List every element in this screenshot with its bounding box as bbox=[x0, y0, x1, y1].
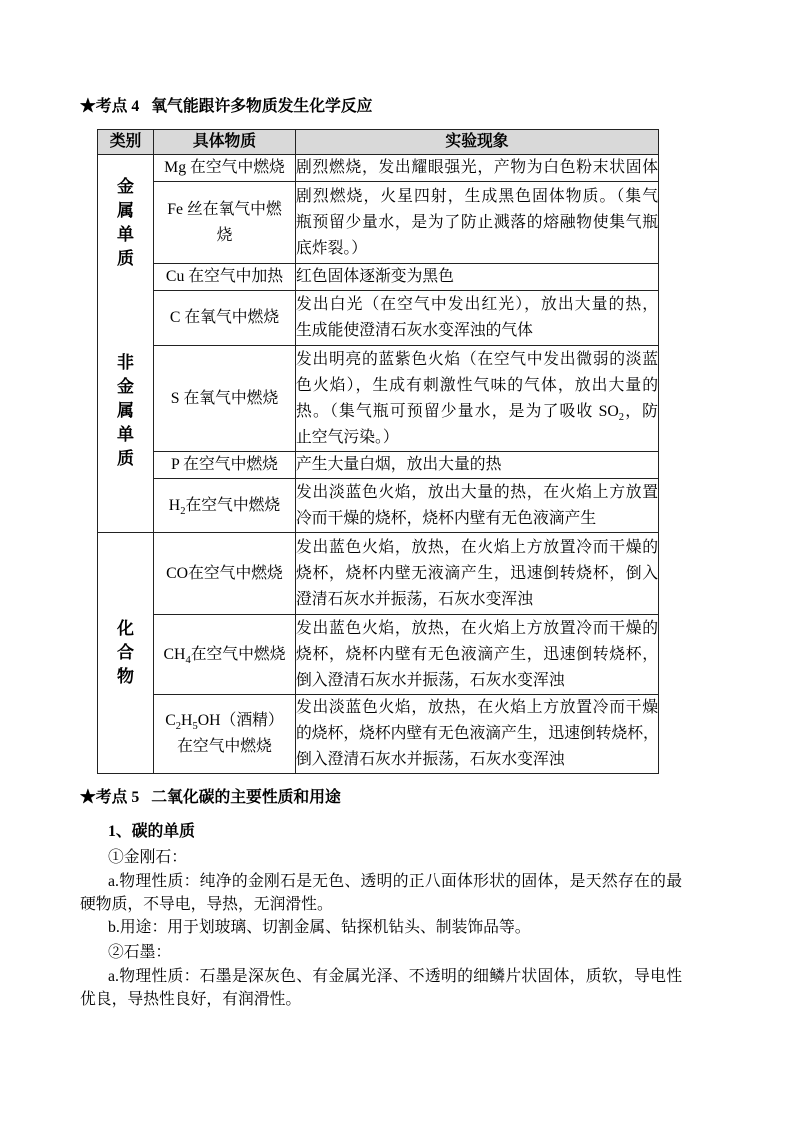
graphite-physical-line: 优良，导热性良好，有润滑性。 bbox=[80, 991, 302, 1008]
header-category: 类别 bbox=[98, 130, 154, 155]
formula-text: OH（酒精） bbox=[197, 712, 284, 729]
phenomenon-cell bbox=[296, 346, 659, 452]
phenomenon-line: 发出蓝色火焰，放热，在火焰上方放置冷而干燥的 bbox=[296, 538, 658, 556]
section-title: 二氧化碳的主要性质和用途 bbox=[151, 789, 341, 806]
phenomenon-line: 的烧杯，烧杯内壁有无色液滴产生，迅速倒转烧杯， bbox=[296, 725, 658, 742]
subscript: 2 bbox=[180, 505, 186, 517]
phenomenon-line: 生成能使澄清石灰水变浑浊的气体 bbox=[296, 322, 533, 339]
substance-cell bbox=[154, 695, 296, 774]
phenomenon-line: 烧杯，烧杯内壁无液滴产生，迅速倒转烧杯，倒入 bbox=[296, 564, 658, 582]
table-row-fe bbox=[98, 182, 659, 264]
substance-cell bbox=[154, 291, 296, 346]
substance-text: 在空气中燃烧 bbox=[190, 645, 286, 663]
substance-cell bbox=[154, 533, 296, 615]
phenomenon-line: 澄清石灰水并振荡，石灰水变浑浊 bbox=[296, 590, 533, 608]
table-row-ch4 bbox=[98, 615, 659, 695]
phenomenon-cell bbox=[296, 264, 659, 291]
phenomenon-text: 热。（集气瓶可预留少量水，是为了吸收 SO bbox=[296, 402, 619, 420]
phenomenon-cell bbox=[296, 182, 659, 264]
subheading-carbon-elements: 1、碳的单质 bbox=[108, 823, 195, 840]
phenomenon-line: 倒入澄清石灰水并振荡，石灰水变浑浊 bbox=[296, 751, 565, 768]
subscript: 2 bbox=[175, 721, 182, 733]
phenomenon-line: 发出淡蓝色火焰，放出大量的热，在火焰上方放置 bbox=[296, 483, 658, 501]
formula-text: C bbox=[165, 712, 176, 729]
phenomenon-line: 发出明亮的蓝紫色火焰（在空气中发出微弱的淡蓝 bbox=[296, 350, 658, 368]
subscript: 2 bbox=[618, 411, 625, 423]
phenomenon-line: 剧烈燃烧，发出耀眼强光，产物为白色粉末状固体 bbox=[296, 159, 658, 176]
substance-line: Mg 在空气中燃烧 bbox=[164, 159, 285, 176]
oxygen-reactions-table bbox=[97, 129, 659, 774]
substance-line: 在空气中燃烧 bbox=[177, 738, 272, 755]
substance-cell bbox=[154, 615, 296, 695]
section-title: 氧气能跟许多物质发生化学反应 bbox=[151, 98, 373, 115]
diamond-title: ①金刚石： bbox=[108, 849, 187, 866]
phenomenon-line: 止空气污染。） bbox=[296, 428, 399, 446]
formula-text: H bbox=[181, 712, 193, 729]
substance-text: 在空气中燃烧 bbox=[185, 496, 281, 514]
substance-cell bbox=[154, 264, 296, 291]
phenomenon-cell bbox=[296, 291, 659, 346]
substance-line: C 在氧气中燃烧 bbox=[169, 309, 280, 326]
table-row-cu bbox=[98, 264, 659, 291]
phenomenon-line: 烧杯，烧杯内壁有无色液滴产生，迅速倒转烧杯， bbox=[296, 645, 658, 663]
substance-cell bbox=[154, 479, 296, 533]
phenomenon-line: 发出白光（在空气中发出红光），放出大量的热， bbox=[296, 296, 658, 313]
substance-line bbox=[154, 493, 295, 519]
substance-line: 烧 bbox=[216, 226, 233, 244]
diamond-physical-line: 硬物质，不导电，导热，无润滑性。 bbox=[80, 896, 333, 913]
header-substance: 具体物质 bbox=[154, 130, 296, 155]
formula-text: CH bbox=[163, 645, 186, 663]
table-row-co bbox=[98, 533, 659, 615]
substance-line: Fe 丝在氧气中燃 bbox=[167, 200, 282, 218]
phenomenon-line bbox=[296, 399, 658, 425]
phenomenon-cell bbox=[296, 695, 659, 774]
graphite-title: ②石墨： bbox=[108, 944, 172, 961]
subscript: 5 bbox=[192, 721, 198, 733]
phenomenon-line: 发出蓝色火焰，放热，在火焰上方放置冷而干燥的 bbox=[296, 619, 658, 637]
substance-cell bbox=[154, 182, 296, 264]
table-row-p bbox=[98, 452, 659, 479]
diamond-use: b.用途：用于划玻璃、切割金属、钻探机钻头、制装饰品等。 bbox=[108, 919, 531, 936]
phenomenon-line: 色火焰），生成有刺激性气味的气体，放出大量的 bbox=[296, 376, 658, 394]
phenomenon-line: 冷而干燥的烧杯，烧杯内壁有无色液滴产生 bbox=[296, 509, 597, 527]
diamond-physical-line: a.物理性质：纯净的金刚石是无色、透明的正八面体形状的固体，是天然存在的最 bbox=[108, 873, 682, 890]
substance-line: CO在空气中燃烧 bbox=[166, 564, 283, 582]
header-phenomenon: 实验现象 bbox=[296, 130, 659, 155]
category-label: 金属单质 bbox=[117, 176, 134, 268]
phenomenon-cell bbox=[296, 155, 659, 182]
phenomenon-line: 瓶预留少量水，是为了防止溅落的熔融物使集气瓶 bbox=[296, 213, 658, 231]
phenomenon-text: ，防 bbox=[624, 402, 658, 420]
substance-line: Cu 在空气中加热 bbox=[165, 268, 284, 285]
category-cell-nonmetal-element bbox=[98, 291, 154, 533]
graphite-physical-line: a.物理性质：石墨是深灰色、有金属光泽、不透明的细鳞片状固体，质软，导电性 bbox=[108, 968, 682, 985]
section-heading-5 bbox=[80, 786, 341, 810]
phenomenon-cell bbox=[296, 452, 659, 479]
table-row-c bbox=[98, 291, 659, 346]
substance-line bbox=[154, 708, 295, 734]
phenomenon-cell bbox=[296, 479, 659, 533]
phenomenon-cell bbox=[296, 615, 659, 695]
table-row-s bbox=[98, 346, 659, 452]
section-heading-4 bbox=[80, 95, 372, 119]
category-cell-compound bbox=[98, 533, 154, 774]
substance-cell bbox=[154, 155, 296, 182]
table-header-row bbox=[98, 130, 659, 155]
phenomenon-cell bbox=[296, 533, 659, 615]
phenomenon-line: 倒入澄清石灰水并振荡，石灰水变浑浊 bbox=[296, 671, 565, 689]
phenomenon-line: 底炸裂。） bbox=[296, 239, 368, 257]
category-label: 化合物 bbox=[117, 619, 134, 686]
substance-line: S 在氧气中燃烧 bbox=[170, 389, 279, 407]
phenomenon-line: 剧烈燃烧，火星四射，生成黑色固体物质。（集气 bbox=[296, 187, 658, 205]
substance-cell bbox=[154, 346, 296, 452]
subscript: 4 bbox=[185, 654, 191, 666]
category-label: 非金属单质 bbox=[117, 353, 134, 469]
phenomenon-line: 产生大量白烟，放出大量的热 bbox=[296, 456, 502, 473]
phenomenon-line: 发出淡蓝色火焰，放热，在火焰上方放置冷而干燥 bbox=[296, 699, 658, 716]
table-row-ethanol bbox=[98, 695, 659, 774]
table-row-mg bbox=[98, 155, 659, 182]
substance-line bbox=[154, 642, 295, 668]
section-label: ★考点 4 bbox=[80, 98, 140, 115]
substance-line: P 在空气中燃烧 bbox=[171, 456, 278, 473]
substance-cell bbox=[154, 452, 296, 479]
phenomenon-line: 红色固体逐渐变为黑色 bbox=[296, 268, 454, 285]
table-row-h2 bbox=[98, 479, 659, 533]
category-cell-metal-element bbox=[98, 155, 154, 291]
section-label: ★考点 5 bbox=[80, 789, 140, 806]
formula-text: H bbox=[168, 496, 181, 514]
